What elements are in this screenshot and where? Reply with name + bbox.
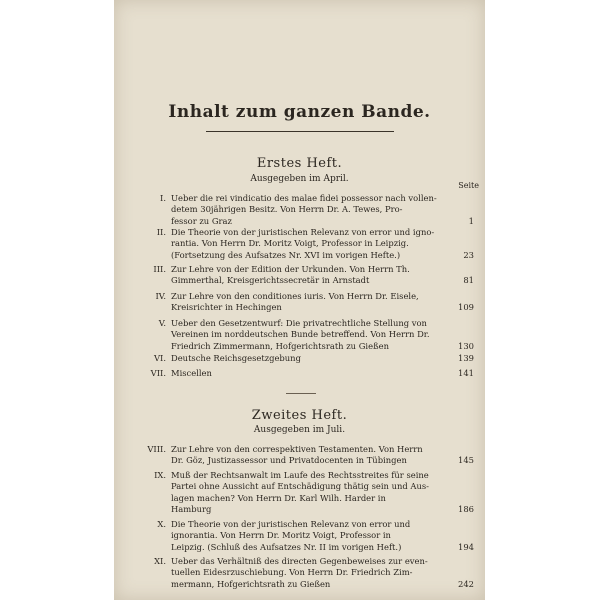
entry-number: I. <box>160 193 166 203</box>
entry-text: Zur Lehre von den correspektiven Testamenten. Von Herrn Dr. Göz, Justizassessor und Privatdocenten in Tübingen <box>171 444 423 466</box>
entry-text: Ueber die rei vindicatio des malae fidei possessor nach vollen- detem 30jährigen Besitz. Von Herrn Dr. A. Tewes, Pro- fessor zu Graz <box>171 193 437 226</box>
entry-number: XI. <box>154 556 166 566</box>
entry-page: 139 <box>458 353 474 363</box>
entry-page: 242 <box>458 578 474 589</box>
entry-number: II. <box>156 227 166 237</box>
entry-page: 23 <box>463 249 474 260</box>
seite-label: Seite <box>458 181 479 190</box>
entry-text: Ueber das Verhältniß des directen Gegenbeweises zur even- tuellen Eidesrzuschiebung. Von Herrn Dr. Friedrich Zim- mermann, Hofgerichtsrath zu Gießen <box>171 556 428 589</box>
entry-number: VII. <box>150 368 166 378</box>
heft2-subheading: Ausgegeben im Juli. <box>253 425 346 435</box>
entry-page: 109 <box>458 302 474 313</box>
entry-page: 186 <box>458 503 474 514</box>
heft1-heading: Erstes Heft. <box>256 156 343 171</box>
title-rule <box>206 131 394 132</box>
entry-text: Ueber den Gesetzentwurf: Die privatrechtliche Stellung von Vereinen im norddeutschen Bunde betreffend. Von Herrn Dr. Friedrich Zimmermann, Hofgerichtsrath zu Gießen <box>171 318 430 351</box>
entry-number: V. <box>158 318 166 328</box>
entry-page: 1 <box>468 215 474 226</box>
page-title: Inhalt zum ganzen Bande. <box>168 102 431 122</box>
entry-page: 81 <box>463 275 474 286</box>
entry-text: Miscellen <box>171 368 212 378</box>
entry-text: Zur Lehre von den conditiones iuris. Von Herrn Dr. Eisele, Kreisrichter in Hechingen <box>171 291 419 313</box>
entry-page: 130 <box>458 340 474 351</box>
entry-number: VI. <box>153 353 166 363</box>
entry-page: 194 <box>458 541 474 552</box>
entry-page: 141 <box>458 368 474 378</box>
entry-number: X. <box>157 519 166 529</box>
entry-number: IX. <box>154 470 166 480</box>
book-page <box>114 0 485 600</box>
section-divider <box>286 393 316 394</box>
heft1-subheading: Ausgegeben im April. <box>250 174 349 184</box>
entry-page: 145 <box>458 455 474 466</box>
entry-text: Die Theorie von der juristischen Relevanz von error und ignorantia. Von Herrn Dr. Moritz Voigt, Professor in Leipzig. (Schluß des Aufsatzes Nr. II im vorigen Heft.) <box>171 519 411 552</box>
entry-text: Die Theorie von der juristischen Relevanz von error und igno- rantia. Von Herrn Dr. Moritz Voigt, Professor in Leipzig. (Fortsetzung des Aufsatzes Nr. XVI im vorigen Hefte.) <box>171 227 435 260</box>
entry-text: Muß der Rechtsanwalt im Laufe des Rechtsstreites für seine Partei ohne Aussicht auf Entschädigung thätig sein und Aus- lagen machen? Von Herrn Dr. Karl Wilh. Harder in Hamburg <box>171 470 429 514</box>
entry-text: Zur Lehre von der Edition der Urkunden. Von Herrn Th. Gimmerthal, Kreisgerichtssecretär in Arnstadt <box>171 264 410 286</box>
entry-number: VIII. <box>147 444 166 454</box>
entry-number: IV. <box>155 291 166 301</box>
heft2-heading: Zweites Heft. <box>251 408 348 423</box>
entry-number: III. <box>153 264 166 274</box>
entry-text: Deutsche Reichsgesetzgebung <box>171 353 301 363</box>
